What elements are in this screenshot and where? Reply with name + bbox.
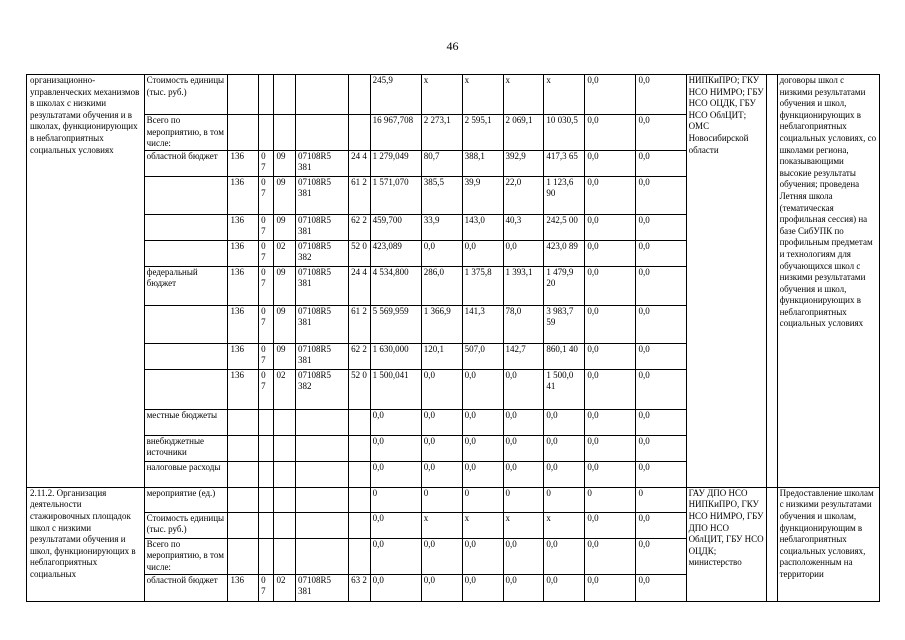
value-cell-c1: 136 [228, 266, 259, 305]
value-cell-z1: 0,0 [585, 266, 636, 305]
value-cell-y1: 0,0 [421, 461, 462, 487]
value-cell-z2: 0,0 [636, 150, 686, 176]
value-cell-y3: 40,3 [503, 214, 544, 240]
value-cell-c1: 136 [228, 305, 259, 343]
value-cell-y2: 0,0 [462, 369, 503, 409]
value-cell-y3: 22,0 [503, 176, 544, 214]
value-cell-z1: 0,0 [585, 305, 636, 343]
value-cell-y4: 10 030,5 [544, 115, 585, 151]
value-cell-c2 [259, 409, 274, 435]
value-cell-y1: 0,0 [421, 574, 462, 601]
value-cell-y4: 0,0 [544, 409, 585, 435]
value-cell-y3: 392,9 [503, 150, 544, 176]
value-cell-c2: 0 7 [259, 574, 274, 601]
value-cell-c5 [349, 487, 370, 512]
value-cell-y2: 2 595,1 [462, 115, 503, 151]
spacer-cell [767, 487, 777, 601]
value-cell-z1: 0,0 [585, 75, 636, 115]
row-label-cell: Всего по мероприятию, в том числе: [144, 538, 228, 574]
value-cell-c2 [259, 115, 274, 151]
value-cell-z2: 0,0 [636, 435, 686, 461]
value-cell-c5 [349, 75, 370, 115]
table-row [27, 487, 880, 512]
value-cell-c1 [228, 487, 259, 512]
value-cell-total: 5 569,959 [370, 305, 421, 343]
value-cell-c4: 07108R5 381 [295, 305, 348, 343]
value-cell-c3 [274, 461, 295, 487]
value-cell-y4: 0,0 [544, 574, 585, 601]
result-cell: договоры школ с низкими результатами обучения и школ, функционирующих в неблагоприятных социальных условиях, со школами региона, показывающими высокие результаты обучения; проведена Летняя школа (тематическая профильная сессия) на базе СибУПК по профильным предметам и технологиям для обучающихся школ с низкими результатами обучения и школ, функционирующих в неблагоприятных социальных условиях [777, 75, 879, 488]
value-cell-z1: 0,0 [585, 176, 636, 214]
value-cell-z2: 0,0 [636, 512, 686, 538]
value-cell-y2: 0,0 [462, 461, 503, 487]
value-cell-z2: 0,0 [636, 305, 686, 343]
value-cell-y3: 0,0 [503, 461, 544, 487]
value-cell-c2: 0 7 [259, 214, 274, 240]
row-label-cell [144, 305, 228, 343]
value-cell-c2: 0 7 [259, 305, 274, 343]
value-cell-z1: 0 [585, 487, 636, 512]
value-cell-c4 [295, 487, 348, 512]
value-cell-c1 [228, 435, 259, 461]
value-cell-c4: 07108R5 381 [295, 176, 348, 214]
value-cell-y1: 385,5 [421, 176, 462, 214]
row-label-cell [144, 240, 228, 266]
value-cell-y3: 0 [503, 487, 544, 512]
value-cell-c4 [295, 538, 348, 574]
value-cell-c2 [259, 487, 274, 512]
value-cell-y4: 3 983,7 59 [544, 305, 585, 343]
value-cell-y1: 0,0 [421, 435, 462, 461]
value-cell-total: 0,0 [370, 435, 421, 461]
value-cell-y2: х [462, 512, 503, 538]
value-cell-total: 459,700 [370, 214, 421, 240]
value-cell-total: 4 534,800 [370, 266, 421, 305]
value-cell-y3: х [503, 512, 544, 538]
value-cell-y2: 0,0 [462, 574, 503, 601]
measure-title-cell: 2.11.2. Организация деятельности стажировочных площадок школ с низкими результатами обучения и школ, функционирующих в неблагоприятных социальных [27, 487, 145, 601]
value-cell-y1: 2 273,1 [421, 115, 462, 151]
program-table [26, 74, 880, 602]
value-cell-y1: 0,0 [421, 409, 462, 435]
value-cell-c1: 136 [228, 214, 259, 240]
value-cell-c3: 02 [274, 240, 295, 266]
value-cell-y3: 0,0 [503, 409, 544, 435]
value-cell-c1: 136 [228, 150, 259, 176]
value-cell-y4: 423,0 89 [544, 240, 585, 266]
value-cell-c5: 61 2 [349, 176, 370, 214]
value-cell-c3 [274, 435, 295, 461]
value-cell-z2: 0,0 [636, 409, 686, 435]
value-cell-y3: 78,0 [503, 305, 544, 343]
value-cell-z1: 0,0 [585, 461, 636, 487]
value-cell-y4: 860,1 40 [544, 343, 585, 369]
value-cell-c3 [274, 538, 295, 574]
value-cell-c5 [349, 512, 370, 538]
value-cell-c5: 24 4 [349, 150, 370, 176]
value-cell-z2: 0,0 [636, 461, 686, 487]
value-cell-c4 [295, 461, 348, 487]
row-label-cell: областной бюджет [144, 574, 228, 601]
value-cell-z1: 0,0 [585, 150, 636, 176]
value-cell-total: 1 500,041 [370, 369, 421, 409]
value-cell-y3: 0,0 [503, 435, 544, 461]
value-cell-y4: 0,0 [544, 461, 585, 487]
value-cell-z1: 0,0 [585, 343, 636, 369]
value-cell-c3: 02 [274, 369, 295, 409]
value-cell-c5 [349, 461, 370, 487]
value-cell-c2 [259, 75, 274, 115]
value-cell-total: 16 967,708 [370, 115, 421, 151]
value-cell-c2 [259, 435, 274, 461]
value-cell-c2 [259, 538, 274, 574]
value-cell-total: 245,9 [370, 75, 421, 115]
value-cell-z2: 0,0 [636, 240, 686, 266]
value-cell-y2: 388,1 [462, 150, 503, 176]
value-cell-c4: 07108R5 381 [295, 343, 348, 369]
value-cell-z2: 0,0 [636, 176, 686, 214]
value-cell-y3: х [503, 75, 544, 115]
value-cell-c3 [274, 512, 295, 538]
value-cell-c1 [228, 409, 259, 435]
value-cell-y2: 0,0 [462, 538, 503, 574]
value-cell-c3: 09 [274, 343, 295, 369]
value-cell-c5: 61 2 [349, 305, 370, 343]
value-cell-y2: 0 [462, 487, 503, 512]
value-cell-y2: 39,9 [462, 176, 503, 214]
value-cell-c1 [228, 75, 259, 115]
value-cell-y1: 286,0 [421, 266, 462, 305]
value-cell-c2 [259, 461, 274, 487]
spacer-cell [767, 75, 777, 488]
value-cell-z1: 0,0 [585, 240, 636, 266]
row-label-cell: налоговые расходы [144, 461, 228, 487]
value-cell-y1: 33,9 [421, 214, 462, 240]
value-cell-total: 0,0 [370, 461, 421, 487]
row-label-cell: Стоимость единицы (тыс. руб.) [144, 512, 228, 538]
value-cell-y4: 0 [544, 487, 585, 512]
table-row [27, 75, 880, 115]
value-cell-total: 0,0 [370, 512, 421, 538]
row-label-cell [144, 214, 228, 240]
value-cell-z1: 0,0 [585, 369, 636, 409]
value-cell-c4: 07108R5 381 [295, 214, 348, 240]
row-label-cell: мероприятие (ед.) [144, 487, 228, 512]
value-cell-c4 [295, 409, 348, 435]
value-cell-z1: 0,0 [585, 538, 636, 574]
measure-title-cell: организационно-управленческих механизмов в школах с низкими результатами обучения и в школах, функционирующих в неблагоприятных социальных условиях [27, 75, 145, 488]
value-cell-total: 423,089 [370, 240, 421, 266]
value-cell-z1: 0,0 [585, 435, 636, 461]
value-cell-c2: 0 7 [259, 150, 274, 176]
value-cell-z2: 0,0 [636, 115, 686, 151]
value-cell-c5: 24 4 [349, 266, 370, 305]
value-cell-y4: 417,3 65 [544, 150, 585, 176]
value-cell-c3: 09 [274, 214, 295, 240]
value-cell-c3: 09 [274, 150, 295, 176]
value-cell-z2: 0,0 [636, 266, 686, 305]
value-cell-z2: 0,0 [636, 538, 686, 574]
executor-cell: НИПКиПРО; ГКУ НСО НИМРО; ГБУ НСО ОЦДК, ГБУ НСО ОблЦИТ; ОМС Новосибирской области [686, 75, 767, 488]
value-cell-y2: 0,0 [462, 409, 503, 435]
value-cell-z2: 0 [636, 487, 686, 512]
value-cell-y1: 0,0 [421, 240, 462, 266]
value-cell-z2: 0,0 [636, 343, 686, 369]
value-cell-y3: 0,0 [503, 369, 544, 409]
value-cell-c5 [349, 409, 370, 435]
result-cell: Предоставление школам с низкими результатами обучения и школам, функционирующим в неблагоприятных социальных условиях, расположенным на территории [777, 487, 879, 601]
row-label-cell: федеральный бюджет [144, 266, 228, 305]
value-cell-z2: 0,0 [636, 574, 686, 601]
value-cell-c5: 62 2 [349, 214, 370, 240]
value-cell-y3: 0,0 [503, 574, 544, 601]
value-cell-y2: 143,0 [462, 214, 503, 240]
value-cell-y1: х [421, 512, 462, 538]
value-cell-total: 0,0 [370, 538, 421, 574]
row-label-cell [144, 343, 228, 369]
value-cell-y2: 507,0 [462, 343, 503, 369]
value-cell-c4 [295, 115, 348, 151]
value-cell-c4: 07108R5 382 [295, 240, 348, 266]
row-label-cell: внебюджетные источники [144, 435, 228, 461]
row-label-cell [144, 369, 228, 409]
value-cell-c1: 136 [228, 574, 259, 601]
value-cell-c2: 0 7 [259, 266, 274, 305]
value-cell-c1 [228, 538, 259, 574]
value-cell-c4: 07108R5 381 [295, 574, 348, 601]
value-cell-y1: 0 [421, 487, 462, 512]
value-cell-z2: 0,0 [636, 75, 686, 115]
value-cell-c2: 0 7 [259, 343, 274, 369]
value-cell-c1: 136 [228, 176, 259, 214]
value-cell-c2: 0 7 [259, 369, 274, 409]
value-cell-c5: 52 0 [349, 240, 370, 266]
value-cell-z1: 0,0 [585, 574, 636, 601]
value-cell-c1 [228, 115, 259, 151]
value-cell-y3: 2 069,1 [503, 115, 544, 151]
value-cell-c1: 136 [228, 240, 259, 266]
value-cell-c4: 07108R5 381 [295, 266, 348, 305]
value-cell-y4: 1 500,0 41 [544, 369, 585, 409]
value-cell-z1: 0,0 [585, 214, 636, 240]
value-cell-z2: 0,0 [636, 369, 686, 409]
value-cell-y2: 0,0 [462, 435, 503, 461]
value-cell-y2: 141,3 [462, 305, 503, 343]
value-cell-c3 [274, 409, 295, 435]
value-cell-c5 [349, 115, 370, 151]
value-cell-y1: 0,0 [421, 538, 462, 574]
value-cell-c4: 07108R5 381 [295, 150, 348, 176]
value-cell-z1: 0,0 [585, 115, 636, 151]
value-cell-c1 [228, 512, 259, 538]
value-cell-y3: 142,7 [503, 343, 544, 369]
row-label-cell: Всего по мероприятию, в том числе: [144, 115, 228, 151]
value-cell-y4: х [544, 75, 585, 115]
value-cell-y2: х [462, 75, 503, 115]
value-cell-y4: 242,5 00 [544, 214, 585, 240]
value-cell-c4 [295, 75, 348, 115]
value-cell-y4: 1 479,9 20 [544, 266, 585, 305]
value-cell-c4 [295, 512, 348, 538]
value-cell-y4: 1 123,6 90 [544, 176, 585, 214]
value-cell-z1: 0,0 [585, 409, 636, 435]
value-cell-z2: 0,0 [636, 214, 686, 240]
value-cell-c5: 52 0 [349, 369, 370, 409]
row-label-cell: областной бюджет [144, 150, 228, 176]
row-label-cell [144, 176, 228, 214]
value-cell-z1: 0,0 [585, 512, 636, 538]
value-cell-c4: 07108R5 382 [295, 369, 348, 409]
value-cell-total: 0 [370, 487, 421, 512]
value-cell-c1 [228, 461, 259, 487]
value-cell-c3 [274, 75, 295, 115]
value-cell-c5 [349, 538, 370, 574]
value-cell-c3 [274, 487, 295, 512]
value-cell-y1: 120,1 [421, 343, 462, 369]
value-cell-y1: 0,0 [421, 369, 462, 409]
value-cell-y3: 0,0 [503, 240, 544, 266]
table-body [27, 75, 880, 602]
value-cell-c3: 09 [274, 266, 295, 305]
value-cell-y3: 1 393,1 [503, 266, 544, 305]
value-cell-y3: 0,0 [503, 538, 544, 574]
value-cell-total: 1 630,000 [370, 343, 421, 369]
value-cell-c5 [349, 435, 370, 461]
value-cell-y2: 0,0 [462, 240, 503, 266]
value-cell-c2 [259, 512, 274, 538]
value-cell-y1: 1 366,9 [421, 305, 462, 343]
value-cell-c1: 136 [228, 369, 259, 409]
value-cell-total: 1 571,070 [370, 176, 421, 214]
value-cell-c3: 02 [274, 574, 295, 601]
value-cell-y1: х [421, 75, 462, 115]
value-cell-c3: 09 [274, 305, 295, 343]
value-cell-y4: х [544, 512, 585, 538]
page-number: 46 [446, 39, 459, 53]
value-cell-c3: 09 [274, 176, 295, 214]
value-cell-y4: 0,0 [544, 435, 585, 461]
executor-cell: ГАУ ДПО НСО НИПКиПРО, ГКУ НСО НИМРО, ГБУ ДПО НСО ОблЦИТ, ГБУ НСО ОЦДК; министерство [686, 487, 767, 601]
value-cell-total: 1 279,049 [370, 150, 421, 176]
value-cell-total: 0,0 [370, 574, 421, 601]
value-cell-c2: 0 7 [259, 240, 274, 266]
value-cell-c3 [274, 115, 295, 151]
value-cell-c4 [295, 435, 348, 461]
value-cell-total: 0,0 [370, 409, 421, 435]
row-label-cell: местные бюджеты [144, 409, 228, 435]
value-cell-c2: 0 7 [259, 176, 274, 214]
value-cell-y1: 80,7 [421, 150, 462, 176]
row-label-cell: Стоимость единицы (тыс. руб.) [144, 75, 228, 115]
value-cell-y4: 0,0 [544, 538, 585, 574]
value-cell-c5: 62 2 [349, 343, 370, 369]
value-cell-y2: 1 375,8 [462, 266, 503, 305]
value-cell-c1: 136 [228, 343, 259, 369]
value-cell-c5: 63 2 [349, 574, 370, 601]
